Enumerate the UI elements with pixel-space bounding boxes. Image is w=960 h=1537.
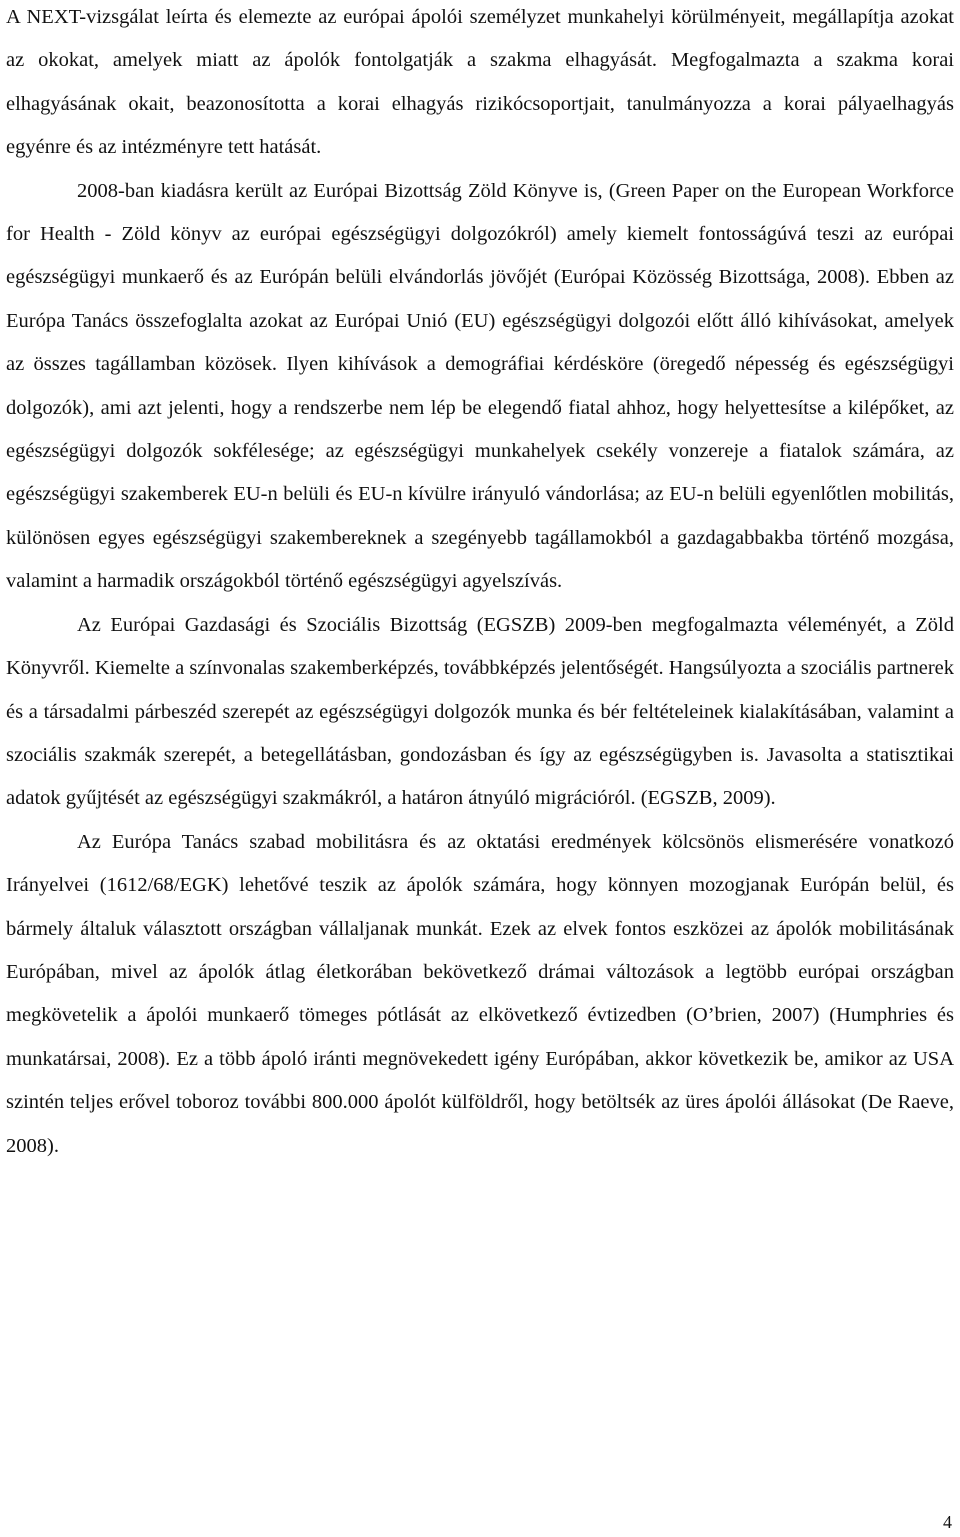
document-page bbox=[6, 0, 954, 1168]
paragraph-free-mobility: Az Európa Tanács szabad mobilitásra és az oktatási eredmények kölcsönös elismerésére vonatkozó Irányelvei (1612/68/EGK) lehetővé teszik az ápolók számára, hogy könnyen mozogjanak Európán belül, és bármely általuk választott országban vállaljanak munkát. Ezek az elvek fontos eszközei az ápolók mobilitásának Európában, mivel az ápolók átlag életkorában bekövetkező drámai változások a legtöbb európai országban megkövetelik a ápolói munkaerő tömeges pótlását az elkövetkező évtizedben (O’brien, 2007) (Humphries és munkatársai, 2008). Ez a több ápoló iránti megnövekedett igény Európában, akkor következik be, amikor az USA szintén teljes erővel toboroz további 800.000 ápolót külföldről, hogy betöltsék az üres ápolói állásokat (De Raeve, 2008). bbox=[6, 830, 954, 1157]
paragraph-green-paper: 2008-ban kiadásra került az Európai Bizottság Zöld Könyve is, (Green Paper on the European Workforce for Health - Zöld könyv az európai egészségügyi dolgozókról) amely kiemelt fontosságúvá teszi az európai egészségügyi munkaerő és az Európán belüli elvándorlás jövőjét (Európai Közösség Bizottsága, 2008). Ebben az Európa Tanács összefoglalta azokat az Európai Unió (EU) egészségügyi dolgozói előtt álló kihívásokat, amelyek az összes tagállamban közösek. Ilyen kihívások a demográfiai kérdésköre (öregedő népesség és egészségügyi dolgozók), ami azt jelenti, hogy a rendszerbe nem lép be elegendő fiatal ahhoz, hogy helyettesítse a kilépőket, az egészségügyi dolgozók sokfélesége; az egészségügyi munkahelyek csekély vonzereje a fiatalok számára, az egészségügyi szakemberek EU-n belüli és EU-n kívülre irányuló vándorlása; az EU-n belüli egyenlőtlen mobilitás, különösen egyes egészségügyi szakembereknek a szegényebb tagállamokból a gazdagabbakba történő mozgása, valamint a harmadik országokból történő egészségügyi agyelszívás. bbox=[6, 179, 954, 593]
paragraph-egszb-opinion: Az Európai Gazdasági és Szociális Bizottság (EGSZB) 2009-ben megfogalmazta véleményét, a Zöld Könyvről. Kiemelte a színvonalas szakemberképzés, továbbképzés jelentőségét. Hangsúlyozta a szociális partnerek és a társadalmi párbeszéd szerepét az egészségügyi dolgozók munka és bér feltételeinek kialakításában, valamint a szociális szakmák szerepét, a betegellátásban, gondozásban és így az egészségügyben is. Javasolta a statisztikai adatok gyűjtését az egészségügyi szakmákról, a határon átnyúló migrációról. (EGSZB, 2009). bbox=[6, 613, 954, 810]
paragraph-next-study: A NEXT-vizsgálat leírta és elemezte az európai ápolói személyzet munkahelyi körülményeit, megállapítja azokat az okokat, amelyek miatt az ápolók fontolgatják a szakma elhagyását. Megfogalmazta a szakma korai elhagyásának okait, beazonosította a korai elhagyás rizikócsoportjait, tanulmányozza a korai pályaelhagyás egyénre és az intézményre tett hatását. bbox=[6, 6, 954, 159]
page-number: 4 bbox=[943, 1512, 952, 1532]
